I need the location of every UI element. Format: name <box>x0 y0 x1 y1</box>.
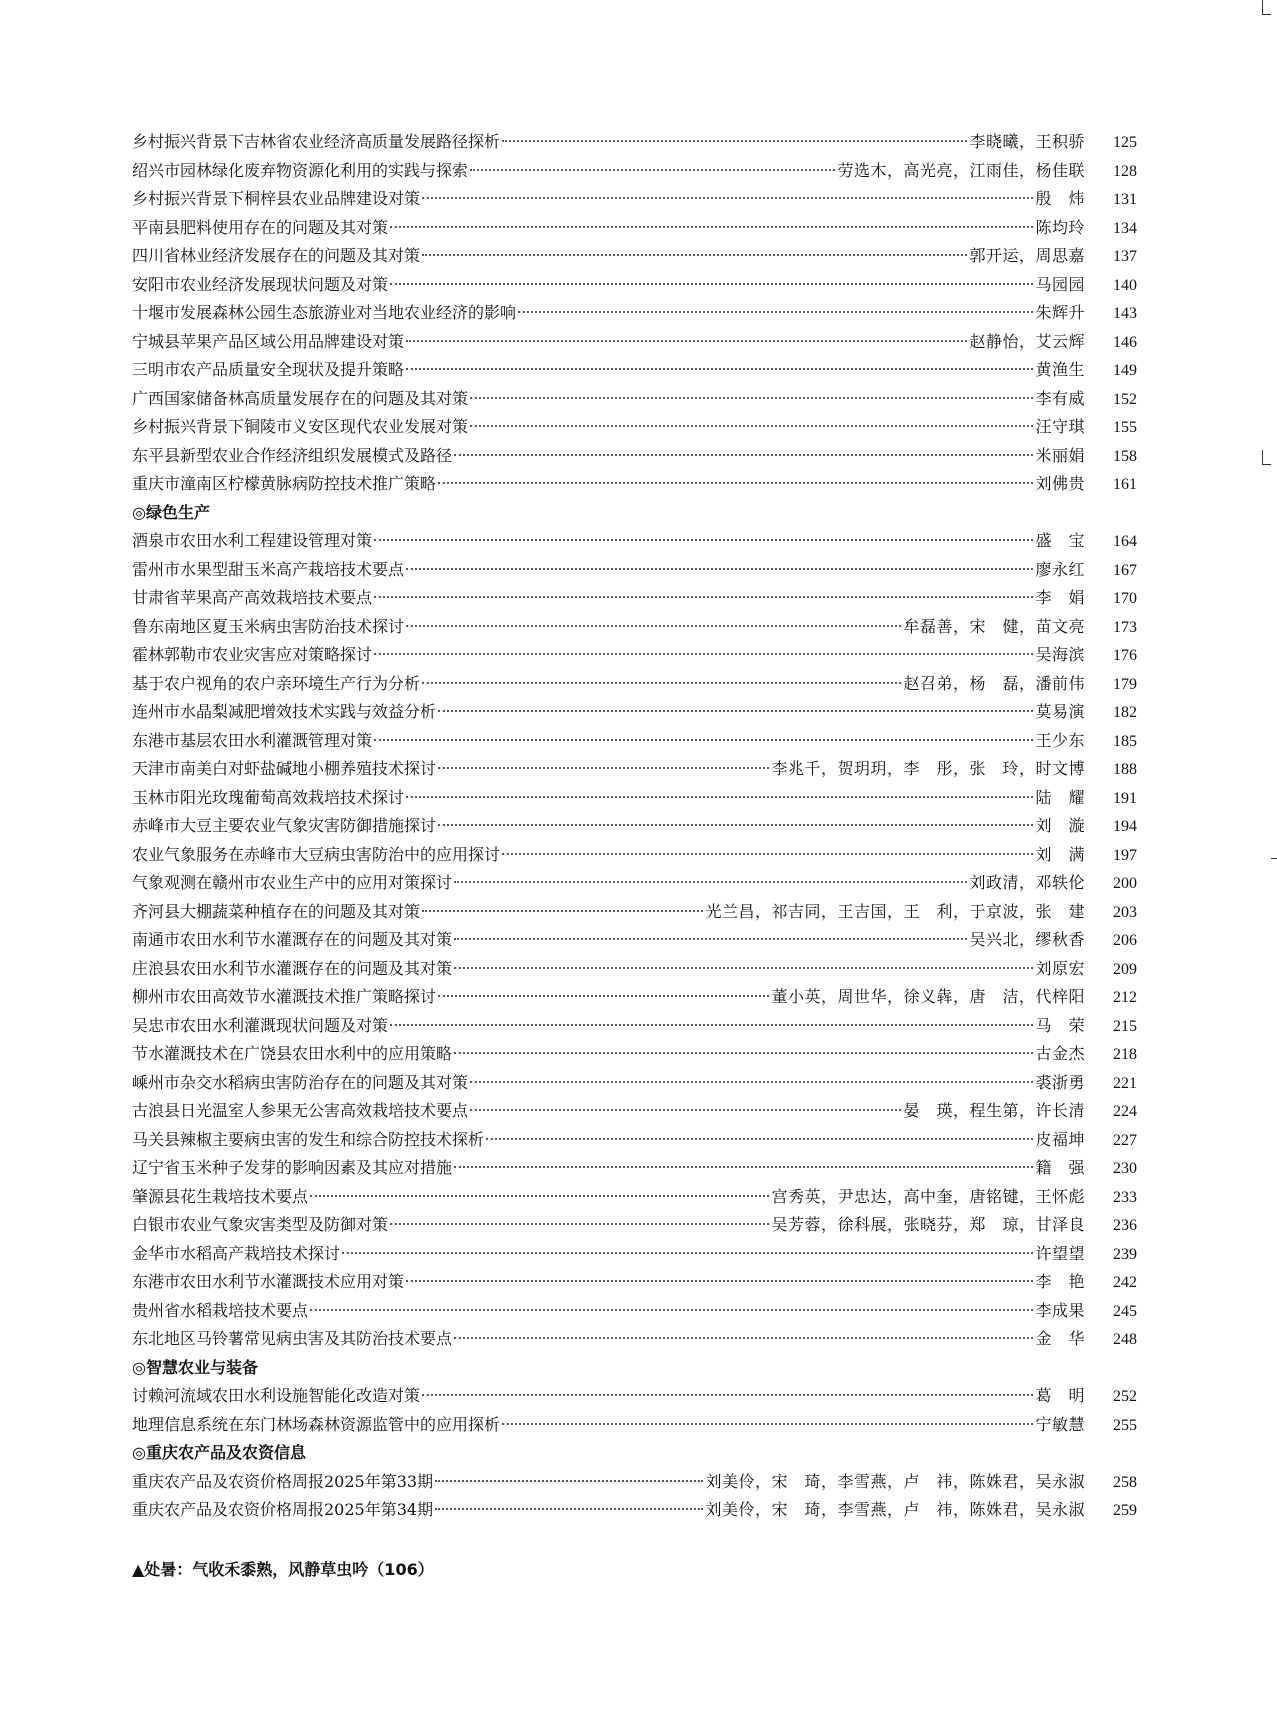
entry-page-number: 227 <box>1113 1131 1137 1149</box>
entry-authors: 陈均玲 <box>1035 217 1085 237</box>
toc-entry <box>132 1097 1137 1126</box>
toc-entry <box>132 784 1137 813</box>
toc-entry <box>132 185 1137 214</box>
section-heading-green-production: ◎绿色生产 <box>132 502 210 522</box>
entry-page-number: 167 <box>1113 561 1137 579</box>
entry-page-number: 259 <box>1113 1502 1137 1519</box>
dot-leader <box>310 1309 1033 1311</box>
entry-authors: 葛 明 <box>1035 1386 1085 1405</box>
entry-title: 马关县辣椒主要病虫害的发生和综合防控技术探析 <box>132 1129 485 1149</box>
entry-page-number: 242 <box>1113 1274 1137 1291</box>
toc-entry <box>132 1411 1137 1440</box>
dot-leader <box>438 710 1033 712</box>
entry-authors: 李 艳 <box>1035 1272 1085 1291</box>
toc-entry <box>132 385 1137 414</box>
entry-title: 东港市农田水利节水灌溉技术应用对策 <box>132 1272 405 1291</box>
entry-authors: 李晓曦，王积骄 <box>969 132 1085 151</box>
entry-title: 安阳市农业经济发展现状问题及对策 <box>132 274 389 294</box>
toc-entry <box>132 698 1137 727</box>
toc-entry <box>132 1154 1137 1183</box>
dot-leader <box>342 1252 1033 1254</box>
entry-authors: 籍 强 <box>1035 1158 1085 1177</box>
dot-leader <box>470 1109 901 1111</box>
toc-entry <box>132 1325 1137 1354</box>
entry-title: 气象观测在赣州市农业生产中的应用对策探讨 <box>132 873 453 892</box>
dot-leader <box>470 397 1033 399</box>
dot-leader <box>470 425 1033 427</box>
toc-entry <box>132 527 1137 556</box>
table-of-contents <box>132 128 1137 1525</box>
entry-authors: 马园园 <box>1035 274 1085 294</box>
entry-title: 连州市水晶梨减肥增效技术实践与效益分析 <box>132 702 437 721</box>
entry-authors: 殷 炜 <box>1035 189 1085 208</box>
entry-page-number: 137 <box>1113 248 1137 265</box>
toc-entry <box>132 328 1137 357</box>
dot-leader <box>502 140 967 142</box>
toc-entry <box>132 755 1137 784</box>
entry-title: 东北地区马铃薯常见病虫害及其防治技术要点 <box>132 1329 453 1348</box>
toc-entry <box>132 584 1137 613</box>
footer-caption: ▲处暑：气收禾黍熟，风静草虫吟（106） <box>132 1560 434 1579</box>
dot-leader <box>406 1280 1033 1282</box>
section-heading-chongqing-info: ◎重庆农产品及农资信息 <box>132 1443 306 1462</box>
toc-entry <box>132 1069 1137 1098</box>
entry-title: 庄浪县农田水利节水灌溉存在的问题及其对策 <box>132 958 453 978</box>
entry-title: 贵州省水稻栽培技术要点 <box>132 1300 309 1320</box>
dot-leader <box>470 1081 1033 1083</box>
entry-title: 重庆市潼南区柠檬黄脉病防控技术推广策略 <box>132 474 437 493</box>
dot-leader <box>422 1394 1033 1396</box>
dot-leader <box>502 1423 1033 1425</box>
entry-title: 乡村振兴背景下吉林省农业经济高质量发展路径探析 <box>132 132 501 151</box>
dot-leader <box>390 1024 1033 1026</box>
toc-entry <box>132 812 1137 841</box>
entry-page-number: 161 <box>1113 476 1137 493</box>
toc-entry <box>132 841 1137 870</box>
entry-page-number: 170 <box>1113 590 1137 607</box>
entry-page-number: 252 <box>1113 1388 1137 1405</box>
dot-leader <box>438 995 769 997</box>
entry-authors: 吴兴北，缪秋香 <box>969 930 1085 949</box>
dot-leader <box>374 539 1033 541</box>
dot-leader <box>390 283 1033 285</box>
dot-leader <box>435 1508 703 1510</box>
entry-title: 鲁东南地区夏玉米病虫害防治技术探讨 <box>132 616 405 636</box>
dot-leader <box>454 454 1033 456</box>
dot-leader <box>374 653 1033 655</box>
dot-leader <box>422 197 1033 199</box>
toc-entry <box>132 271 1137 300</box>
dot-leader <box>502 853 1033 855</box>
entry-page-number: 236 <box>1113 1217 1137 1234</box>
toc-entry <box>132 1211 1137 1240</box>
entry-authors: 李兆千，贺玥玥，李 彤，张 玲，时文博 <box>771 759 1085 778</box>
toc-entry <box>132 1126 1137 1155</box>
entry-authors: 刘原宏 <box>1035 958 1085 978</box>
toc-entry <box>132 1012 1137 1041</box>
entry-page-number: 248 <box>1113 1331 1137 1348</box>
entry-page-number: 176 <box>1113 647 1137 664</box>
entry-title: 齐河县大棚蔬菜种植存在的问题及其对策 <box>132 901 421 921</box>
toc-entry <box>132 1240 1137 1269</box>
entry-authors: 莫易演 <box>1035 702 1085 721</box>
toc-entry <box>132 157 1137 186</box>
entry-authors: 吴海滨 <box>1035 645 1085 664</box>
entry-authors: 刘美伶，宋 琦，李雪燕，卢 祎，陈姝君，吴永淑 <box>705 1471 1085 1491</box>
entry-title: 重庆农产品及农资价格周报2025年第34期 <box>132 1500 434 1519</box>
toc-group-smart <box>132 1382 1137 1439</box>
dot-leader <box>486 1138 1033 1140</box>
entry-authors: 李有威 <box>1035 388 1085 408</box>
dot-leader <box>454 967 1033 969</box>
dot-leader <box>435 1480 703 1482</box>
entry-title: 基于农户视角的农户亲环境生产行为分析 <box>132 673 421 693</box>
toc-entry <box>132 356 1137 385</box>
dot-leader <box>454 1052 1033 1054</box>
entry-authors: 马 荣 <box>1035 1015 1085 1035</box>
entry-title: 广西国家储备林高质量发展存在的问题及其对策 <box>132 388 469 408</box>
toc-entry <box>132 641 1137 670</box>
section-heading-smart-agriculture: ◎智慧农业与装备 <box>132 1357 258 1377</box>
entry-authors: 刘政清，邓轶伦 <box>969 873 1085 892</box>
entry-title: 四川省林业经济发展存在的问题及其对策 <box>132 246 421 265</box>
entry-page-number: 255 <box>1113 1416 1137 1434</box>
entry-authors: 许望望 <box>1035 1243 1085 1263</box>
entry-page-number: 155 <box>1113 419 1137 436</box>
entry-page-number: 188 <box>1113 761 1137 778</box>
toc-entry <box>132 898 1137 927</box>
entry-page-number: 200 <box>1113 875 1137 892</box>
crop-mark-dash <box>1271 858 1277 859</box>
toc-entry <box>132 413 1137 442</box>
entry-authors: 李 娟 <box>1035 588 1085 607</box>
entry-authors: 汪守琪 <box>1035 417 1085 436</box>
dot-leader <box>422 682 901 684</box>
entry-page-number: 152 <box>1113 390 1137 408</box>
entry-title: 古浪县日光温室人参果无公害高效栽培技术要点 <box>132 1101 469 1120</box>
toc-group-chongqing <box>132 1468 1137 1525</box>
entry-page-number: 158 <box>1113 447 1137 465</box>
entry-title: 讨赖河流域农田水利设施智能化改造对策 <box>132 1386 421 1405</box>
entry-authors: 陆 耀 <box>1035 787 1085 807</box>
entry-title: 平南县肥料使用存在的问题及其对策 <box>132 217 389 237</box>
entry-authors: 古金杰 <box>1035 1044 1085 1063</box>
entry-authors: 皮福坤 <box>1035 1129 1085 1149</box>
entry-page-number: 182 <box>1113 704 1137 721</box>
entry-title: 赤峰市大豆主要农业气象灾害防御措施探讨 <box>132 816 437 835</box>
entry-title: 天津市南美白对虾盐碱地小棚养殖技术探讨 <box>132 759 437 778</box>
toc-entry <box>132 670 1137 699</box>
entry-page-number: 218 <box>1113 1046 1137 1063</box>
entry-page-number: 239 <box>1113 1245 1137 1263</box>
dot-leader <box>374 596 1033 598</box>
entry-authors: 晏 瑛，程生第，许长清 <box>903 1101 1085 1120</box>
toc-entry <box>132 1040 1137 1069</box>
toc-entry <box>132 1268 1137 1297</box>
toc-entry <box>132 727 1137 756</box>
dot-leader <box>374 739 1033 741</box>
entry-title: 雷州市水果型甜玉米高产栽培技术要点 <box>132 559 405 579</box>
toc-entry <box>132 869 1137 898</box>
entry-title: 酒泉市农田水利工程建设管理对策 <box>132 531 373 550</box>
entry-authors: 劳选木，高光亮，江雨佳，杨佳联 <box>837 160 1085 180</box>
dot-leader <box>454 1337 1033 1339</box>
dot-leader <box>518 311 1033 313</box>
entry-page-number: 164 <box>1113 533 1137 550</box>
dot-leader <box>390 1223 769 1225</box>
dot-leader <box>406 368 1033 370</box>
entry-authors: 牟磊善，宋 健，苗文亮 <box>903 616 1085 636</box>
dot-leader <box>310 1195 769 1197</box>
toc-entry <box>132 613 1137 642</box>
entry-page-number: 230 <box>1113 1160 1137 1177</box>
entry-page-number: 140 <box>1113 276 1137 294</box>
entry-page-number: 209 <box>1113 960 1137 978</box>
entry-page-number: 212 <box>1113 989 1137 1006</box>
dot-leader <box>406 796 1033 798</box>
entry-authors: 赵静怡，艾云辉 <box>969 331 1085 351</box>
entry-authors: 廖永红 <box>1035 559 1085 579</box>
crop-mark-top <box>1262 0 1271 15</box>
entry-title: 三明市农产品质量安全现状及提升策略 <box>132 360 405 379</box>
toc-entry <box>132 926 1137 955</box>
entry-page-number: 149 <box>1113 362 1137 379</box>
entry-page-number: 173 <box>1113 618 1137 636</box>
entry-authors: 刘 满 <box>1035 844 1085 864</box>
toc-entry <box>132 955 1137 984</box>
dot-leader <box>454 1166 1033 1168</box>
entry-title: 地理信息系统在东门林场森林资源监管中的应用探析 <box>132 1414 501 1434</box>
toc-group-green <box>132 527 1137 1354</box>
entry-title: 乡村振兴背景下铜陵市义安区现代农业发展对策 <box>132 417 469 436</box>
entry-page-number: 258 <box>1113 1473 1137 1491</box>
toc-entry <box>132 1382 1137 1411</box>
toc-entry <box>132 214 1137 243</box>
entry-title: 白银市农业气象灾害类型及防御对策 <box>132 1215 389 1234</box>
entry-page-number: 143 <box>1113 305 1137 322</box>
dot-leader <box>454 938 967 940</box>
entry-page-number: 203 <box>1113 903 1137 921</box>
toc-entry <box>132 299 1137 328</box>
entry-title: 肇源县花生栽培技术要点 <box>132 1186 309 1206</box>
toc-entry <box>132 983 1137 1012</box>
entry-page-number: 197 <box>1113 846 1137 864</box>
entry-authors: 刘 漩 <box>1035 816 1085 835</box>
entry-authors: 黄渔生 <box>1035 360 1085 379</box>
toc-entry <box>132 470 1137 499</box>
entry-authors: 吴芳蓉，徐科展，张晓芬，郑 琼，甘泽良 <box>771 1215 1085 1234</box>
entry-title: 重庆农产品及农资价格周报2025年第33期 <box>132 1471 434 1491</box>
entry-title: 玉林市阳光玫瑰葡萄高效栽培技术探讨 <box>132 787 405 807</box>
entry-title: 乡村振兴背景下桐梓县农业品牌建设对策 <box>132 189 421 208</box>
dot-leader <box>438 824 1033 826</box>
entry-title: 十堰市发展森林公园生态旅游业对当地农业经济的影响 <box>132 303 517 322</box>
entry-authors: 宫秀英，尹忠达，高中奎，唐铭键，王怀彪 <box>771 1186 1085 1206</box>
entry-title: 辽宁省玉米种子发芽的影响因素及其应对措施 <box>132 1158 453 1177</box>
entry-authors: 赵召弟，杨 磊，潘前伟 <box>903 673 1085 693</box>
entry-authors: 李成果 <box>1035 1300 1085 1320</box>
toc-entry <box>132 1496 1137 1525</box>
entry-title: 东港市基层农田水利灌溉管理对策 <box>132 730 373 750</box>
entry-title: 宁城县苹果产品区域公用品牌建设对策 <box>132 331 405 351</box>
entry-page-number: 185 <box>1113 732 1137 750</box>
entry-page-number: 125 <box>1113 134 1137 151</box>
entry-title: 南通市农田水利节水灌溉存在的问题及其对策 <box>132 930 453 949</box>
entry-page-number: 191 <box>1113 789 1137 807</box>
entry-authors: 朱辉升 <box>1035 303 1085 322</box>
entry-title: 绍兴市园林绿化废弃物资源化利用的实践与探索 <box>132 160 469 180</box>
dot-leader <box>406 340 967 342</box>
dot-leader <box>438 767 769 769</box>
entry-page-number: 134 <box>1113 219 1137 237</box>
toc-entry <box>132 442 1137 471</box>
entry-authors: 金 华 <box>1035 1329 1085 1348</box>
dot-leader <box>454 881 967 883</box>
dot-leader <box>390 226 1033 228</box>
toc-entry <box>132 242 1137 271</box>
entry-authors: 裘浙勇 <box>1035 1072 1085 1092</box>
entry-authors: 光兰昌，祁吉同，王吉国，王 利，于京波，张 建 <box>705 901 1085 921</box>
dot-leader <box>438 482 1033 484</box>
entry-page-number: 128 <box>1113 162 1137 180</box>
toc-entry <box>132 128 1137 157</box>
entry-page-number: 224 <box>1113 1103 1137 1120</box>
entry-page-number: 245 <box>1113 1302 1137 1320</box>
entry-title: 甘肃省苹果高产高效栽培技术要点 <box>132 588 373 607</box>
entry-authors: 米丽娟 <box>1035 445 1085 465</box>
toc-entry <box>132 1468 1137 1497</box>
toc-entry <box>132 1183 1137 1212</box>
entry-authors: 王少东 <box>1035 730 1085 750</box>
entry-page-number: 206 <box>1113 932 1137 949</box>
entry-authors: 郭开运，周思嘉 <box>969 246 1085 265</box>
entry-title: 东平县新型农业合作经济组织发展模式及路径 <box>132 445 453 465</box>
dot-leader <box>470 169 835 171</box>
entry-title: 柳州市农田高效节水灌溉技术推广策略探讨 <box>132 987 437 1006</box>
entry-page-number: 179 <box>1113 675 1137 693</box>
entry-authors: 董小英，周世华，徐义犇，唐 洁，代梓阳 <box>771 987 1085 1006</box>
entry-page-number: 221 <box>1113 1074 1137 1092</box>
entry-page-number: 215 <box>1113 1017 1137 1035</box>
entry-authors: 刘美伶，宋 琦，李雪燕，卢 祎，陈姝君，吴永淑 <box>705 1500 1085 1519</box>
entry-title: 金华市水稻高产栽培技术探讨 <box>132 1243 341 1263</box>
entry-page-number: 233 <box>1113 1188 1137 1206</box>
crop-mark-middle <box>1262 450 1271 465</box>
entry-authors: 刘佛贵 <box>1035 474 1085 493</box>
dot-leader <box>406 625 901 627</box>
toc-group-top <box>132 128 1137 499</box>
entry-title: 农业气象服务在赤峰市大豆病虫害防治中的应用探讨 <box>132 844 501 864</box>
dot-leader <box>422 910 703 912</box>
entry-authors: 宁敏慧 <box>1035 1414 1085 1434</box>
entry-title: 嵊州市杂交水稻病虫害防治存在的问题及其对策 <box>132 1072 469 1092</box>
dot-leader <box>406 568 1033 570</box>
entry-page-number: 131 <box>1113 191 1137 208</box>
entry-title: 吴忠市农田水利灌溉现状问题及对策 <box>132 1015 389 1035</box>
toc-entry <box>132 556 1137 585</box>
toc-entry <box>132 1297 1137 1326</box>
entry-authors: 盛 宝 <box>1035 531 1085 550</box>
entry-title: 节水灌溉技术在广饶县农田水利中的应用策略 <box>132 1044 453 1063</box>
entry-title: 霍林郭勒市农业灾害应对策略探讨 <box>132 645 373 664</box>
entry-page-number: 146 <box>1113 333 1137 351</box>
dot-leader <box>422 254 967 256</box>
entry-page-number: 194 <box>1113 818 1137 835</box>
